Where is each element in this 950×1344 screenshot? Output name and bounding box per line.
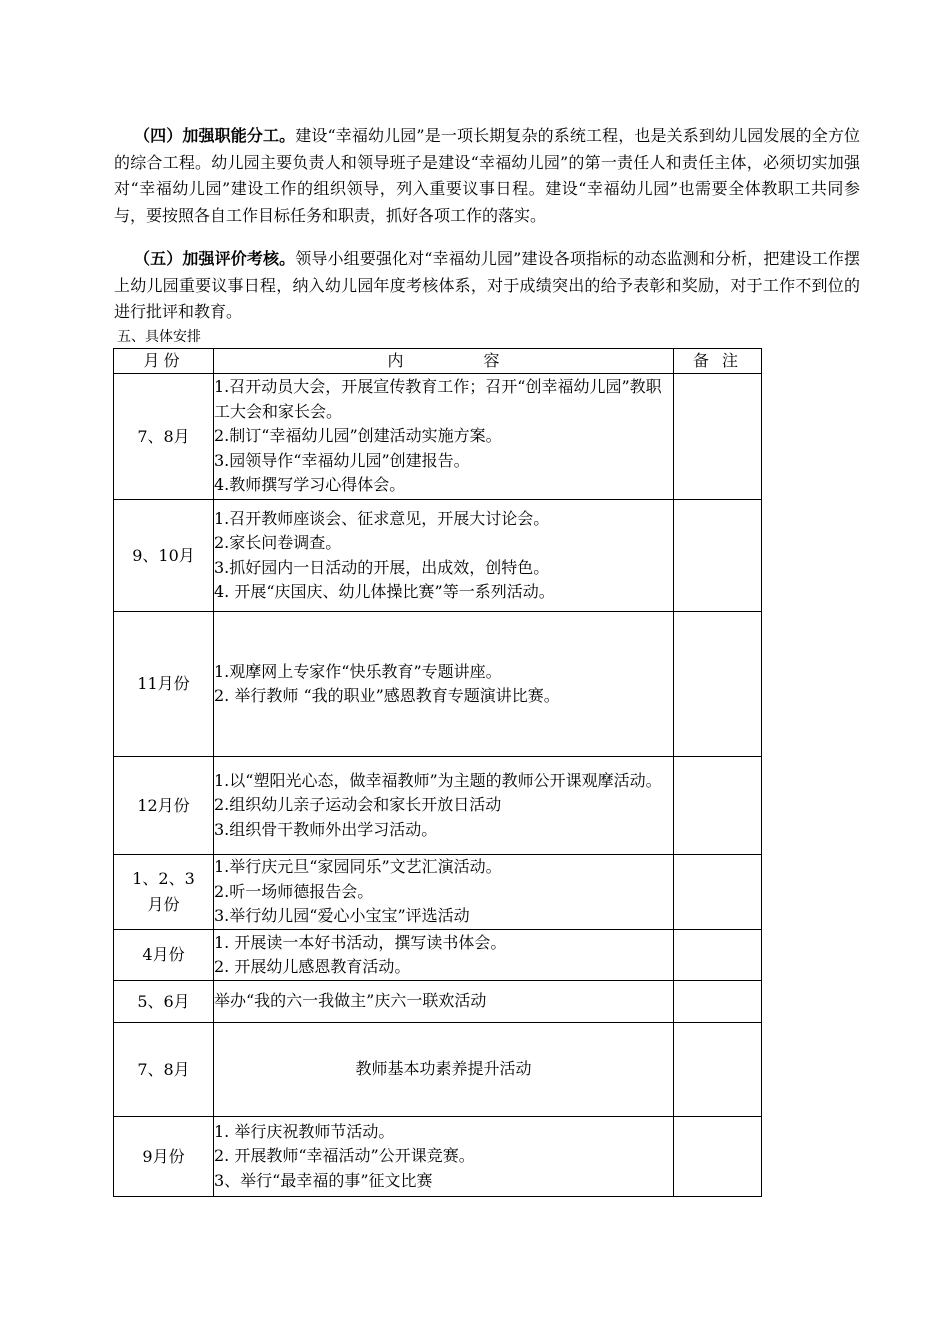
note-cell <box>674 374 762 500</box>
table-row <box>114 1023 762 1117</box>
paragraph-heading: （四）加强职能分工。 <box>134 126 296 145</box>
table-row <box>114 1117 762 1197</box>
month-cell: 5、6月 <box>114 981 214 1023</box>
month-cell: 7、8月 <box>114 1023 214 1117</box>
table-row <box>114 757 762 855</box>
schedule-table <box>113 348 762 1197</box>
note-cell <box>674 930 762 981</box>
note-cell <box>674 757 762 855</box>
month-cell: 7、8月 <box>114 374 214 500</box>
month-cell: 9、10月 <box>114 500 214 612</box>
list-item: 1. 开展读一本好书活动，撰写读书体会。 <box>214 932 507 952</box>
list-item: 3.抓好园内一日活动的开展，出成效，创特色。 <box>214 557 550 577</box>
note-cell <box>674 500 762 612</box>
table-row <box>114 500 762 612</box>
list-item: 2. 开展教师“幸福活动”公开课竞赛。 <box>214 1146 475 1166</box>
list-item: 3.举行幼儿园“爱心小宝宝”评选活动 <box>214 906 470 926</box>
table-row <box>114 981 762 1023</box>
table-row <box>114 374 762 500</box>
table-row <box>114 930 762 981</box>
content-cell <box>214 612 674 757</box>
month-cell: 9月份 <box>114 1117 214 1197</box>
list-item: 2.制订“幸福幼儿园”创建活动实施方案。 <box>214 426 502 446</box>
month-cell: 1、2、3月份 <box>114 855 214 930</box>
paragraph-heading: （五）加强评价考核。 <box>134 249 296 268</box>
list-item: 3.园领导作“幸福幼儿园”创建报告。 <box>214 450 470 470</box>
list-item: 2.组织幼儿亲子运动会和家长开放日活动 <box>214 795 502 815</box>
table-header-row <box>114 349 762 374</box>
section-title: 五、具体安排 <box>117 329 201 345</box>
note-cell <box>674 612 762 757</box>
month-cell: 11月份 <box>114 612 214 757</box>
list-item: 1.召开教师座谈会、征求意见，开展大讨论会。 <box>214 508 550 528</box>
note-cell <box>674 855 762 930</box>
list-item: 举办“我的六一我做主”庆六一联欢活动 <box>214 991 487 1011</box>
list-item: 4. 开展“庆国庆、幼儿体操比赛”等一系列活动。 <box>214 582 555 601</box>
content-cell <box>214 981 674 1023</box>
table-row <box>114 612 762 757</box>
header-content-char-2: 容 <box>483 351 500 370</box>
note-cell <box>674 1023 762 1117</box>
content-cell <box>214 1117 674 1197</box>
list-item: 1.观摩网上专家作“快乐教育”专题讲座。 <box>214 661 502 681</box>
list-item: 2. 举行教师 “我的职业”感恩教育专题演讲比赛。 <box>214 686 560 705</box>
note-cell <box>674 981 762 1023</box>
header-month: 月份 <box>114 349 214 374</box>
content-cell <box>214 374 674 500</box>
header-note: 备 注 <box>674 349 762 374</box>
list-item: 1.以“塑阳光心态，做幸福教师”为主题的教师公开课观摩活动。 <box>214 770 662 790</box>
month-cell: 4月份 <box>114 930 214 981</box>
content-cell <box>214 500 674 612</box>
content-cell <box>214 757 674 855</box>
list-item: 教师基本功素养提升活动 <box>355 1059 532 1079</box>
header-content-char-1: 内 <box>387 351 404 370</box>
note-cell <box>674 1117 762 1197</box>
table-row <box>114 855 762 930</box>
list-item: 2. 开展幼儿感恩教育活动。 <box>214 957 411 976</box>
content-cell <box>214 930 674 981</box>
list-item: 2.听一场师德报告会。 <box>214 881 374 901</box>
list-item: 1.举行庆元旦“家园同乐”文艺汇演活动。 <box>214 857 502 877</box>
list-item: 3、举行“最幸福的事”征文比赛 <box>214 1170 433 1190</box>
list-item: 3.组织骨干教师外出学习活动。 <box>214 819 438 839</box>
paragraph-strengthen-evaluation <box>114 246 860 326</box>
header-content <box>214 349 674 374</box>
list-item: 1.召开动员大会，开展宣传教育工作；召开“创幸福幼儿园”教职工大会和家长会。 <box>214 377 662 421</box>
list-item: 2.家长问卷调查。 <box>214 533 342 552</box>
paragraph-strengthen-division <box>114 123 860 229</box>
content-cell <box>214 855 674 930</box>
content-cell <box>214 1023 674 1117</box>
paragraph-body: 领导小组要强化对“幸福幼儿园”建设各项指标的动态监测和分析，把建设工作摆上幼儿园重要议事日程，纳入幼儿园年度考核体系，对于成绩突出的给予表彰和奖励，对于工作不到位的进行批评和教育。 <box>114 249 860 321</box>
paragraph-body: 建设“幸福幼儿园”是一项长期复杂的系统工程，也是关系到幼儿园发展的全方位的综合工程。幼儿园主要负责人和领导班子是建设“幸福幼儿园”的第一责任人和责任主体，必须切实加强对“幸福幼儿园”建设工作的组织领导，列入重要议事日程。建设“幸福幼儿园”也需要全体教职工共同参与，要按照各自工作目标任务和职责，抓好各项工作的落实。 <box>114 126 860 225</box>
month-cell: 12月份 <box>114 757 214 855</box>
list-item: 4.教师撰写学习心得体会。 <box>214 475 406 495</box>
list-item: 1. 举行庆祝教师节活动。 <box>214 1121 395 1141</box>
